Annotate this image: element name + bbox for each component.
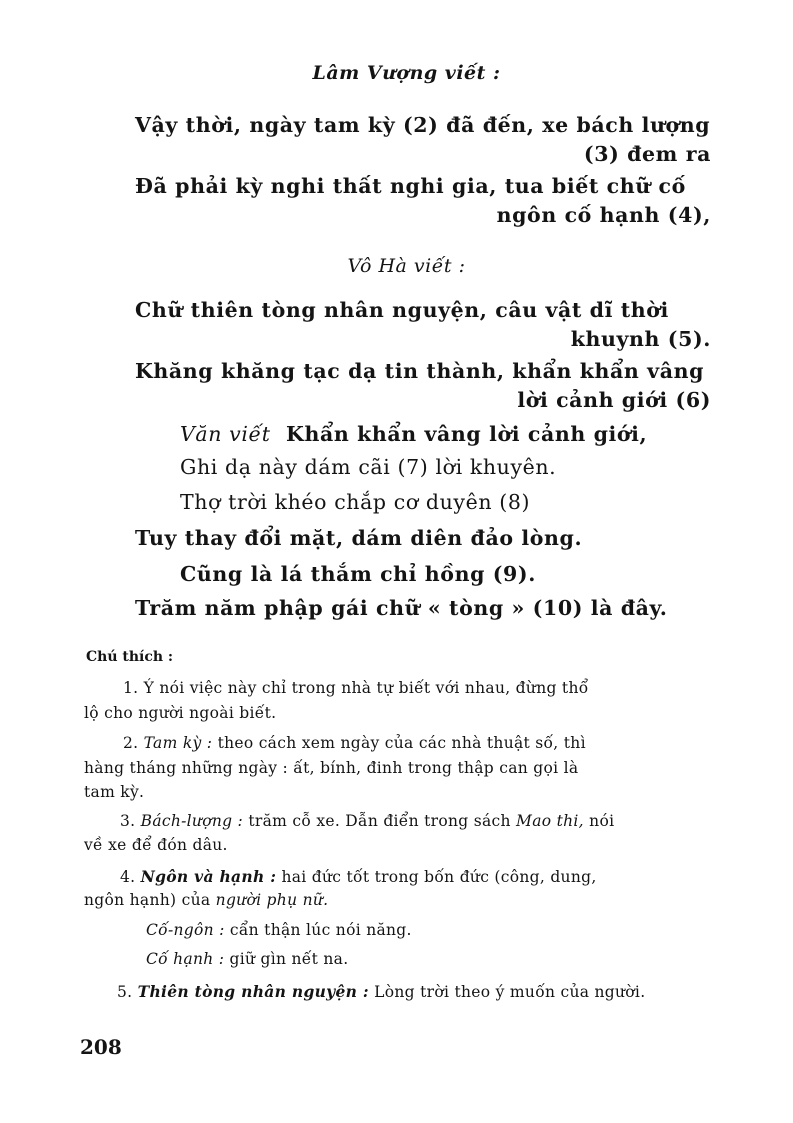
note-number: 5. bbox=[117, 983, 133, 1001]
note-line: hàng tháng những ngày : ất, bính, đinh trong thập can gọi là bbox=[84, 759, 579, 777]
van-viet-line bbox=[180, 422, 647, 446]
note-text: người phụ nữ. bbox=[215, 891, 329, 909]
note-label: Cố-ngôn : bbox=[146, 921, 225, 939]
verse-line: Trăm năm phập gái chữ « tòng » (10) là đây. bbox=[135, 596, 668, 620]
verse-line: ngôn cố hạnh (4), bbox=[496, 203, 711, 227]
van-viet-label: Văn viết bbox=[180, 422, 271, 446]
note-text: hai đức tốt trong bốn đức (công, dung, bbox=[281, 868, 597, 886]
page-number: 208 bbox=[80, 1035, 122, 1059]
note-line bbox=[123, 734, 586, 752]
book-title: Mao thi, bbox=[516, 812, 584, 830]
note-label: Ngôn và hạnh : bbox=[140, 867, 277, 886]
note-number: 4. bbox=[120, 868, 136, 886]
verse-line: Chữ thiên tòng nhân nguyện, câu vật dĩ thời bbox=[135, 298, 669, 322]
note-text: cẩn thận lúc nói năng. bbox=[229, 921, 412, 939]
note-line: lộ cho người ngoài biết. bbox=[84, 704, 277, 722]
verse-line: Đã phải kỳ nghi thất nghi gia, tua biết chữ cố bbox=[135, 174, 686, 198]
verse-line: khuynh (5). bbox=[570, 327, 711, 351]
verse-line: Tuy thay đổi mặt, dám diên đảo lòng. bbox=[135, 526, 583, 550]
note-line: tam kỳ. bbox=[84, 783, 145, 801]
note-text: nói bbox=[589, 812, 615, 830]
note-line bbox=[84, 891, 328, 909]
note-label: Tam kỳ : bbox=[143, 734, 213, 752]
note-label: Cố hạnh : bbox=[146, 950, 225, 968]
note-number: 2. bbox=[123, 734, 139, 752]
verse-line: Cũng là lá thắm chỉ hồng (9). bbox=[180, 562, 536, 586]
note-line: 1. Ý nói việc này chỉ trong nhà tự biết với nhau, đừng thổ bbox=[123, 679, 589, 697]
note-line bbox=[146, 950, 348, 968]
note-line: về xe để đón dâu. bbox=[84, 836, 228, 854]
verse-line: lời cảnh giới (6) bbox=[517, 388, 711, 412]
note-line bbox=[120, 867, 597, 886]
verse-line: Thợ trời khéo chắp cơ duyên (8) bbox=[180, 490, 531, 514]
note-text: theo cách xem ngày của các nhà thuật số, thì bbox=[217, 734, 586, 752]
note-number: 3. bbox=[120, 812, 136, 830]
note-line bbox=[117, 982, 645, 1001]
note-line bbox=[120, 812, 614, 830]
note-text: ngôn hạnh) của bbox=[84, 891, 211, 909]
note-text: trăm cỗ xe. Dẫn điển trong sách bbox=[248, 812, 511, 830]
notes-title: Chú thích : bbox=[86, 649, 174, 665]
heading-vo-ha: Vô Hà viết : bbox=[347, 255, 466, 277]
note-label: Thiên tòng nhân nguyện : bbox=[137, 982, 369, 1001]
note-line bbox=[146, 921, 412, 939]
note-text: giữ gìn nết na. bbox=[229, 950, 349, 968]
verse-line: Ghi dạ này dám cãi (7) lời khuyên. bbox=[180, 455, 557, 479]
note-text: Lòng trời theo ý muốn của người. bbox=[374, 983, 646, 1001]
verse-line: (3) đem ra bbox=[583, 142, 711, 166]
heading-lam-vuong: Lâm Vượng viết : bbox=[312, 62, 501, 84]
verse-line: Vậy thời, ngày tam kỳ (2) đã đến, xe bách lượng bbox=[135, 113, 711, 137]
verse-line: Khăng khăng tạc dạ tin thành, khẩn khẩn vâng bbox=[135, 359, 705, 383]
note-label: Bách-lượng : bbox=[140, 812, 244, 830]
verse-text: Khẩn khẩn vâng lời cảnh giới, bbox=[286, 422, 648, 446]
